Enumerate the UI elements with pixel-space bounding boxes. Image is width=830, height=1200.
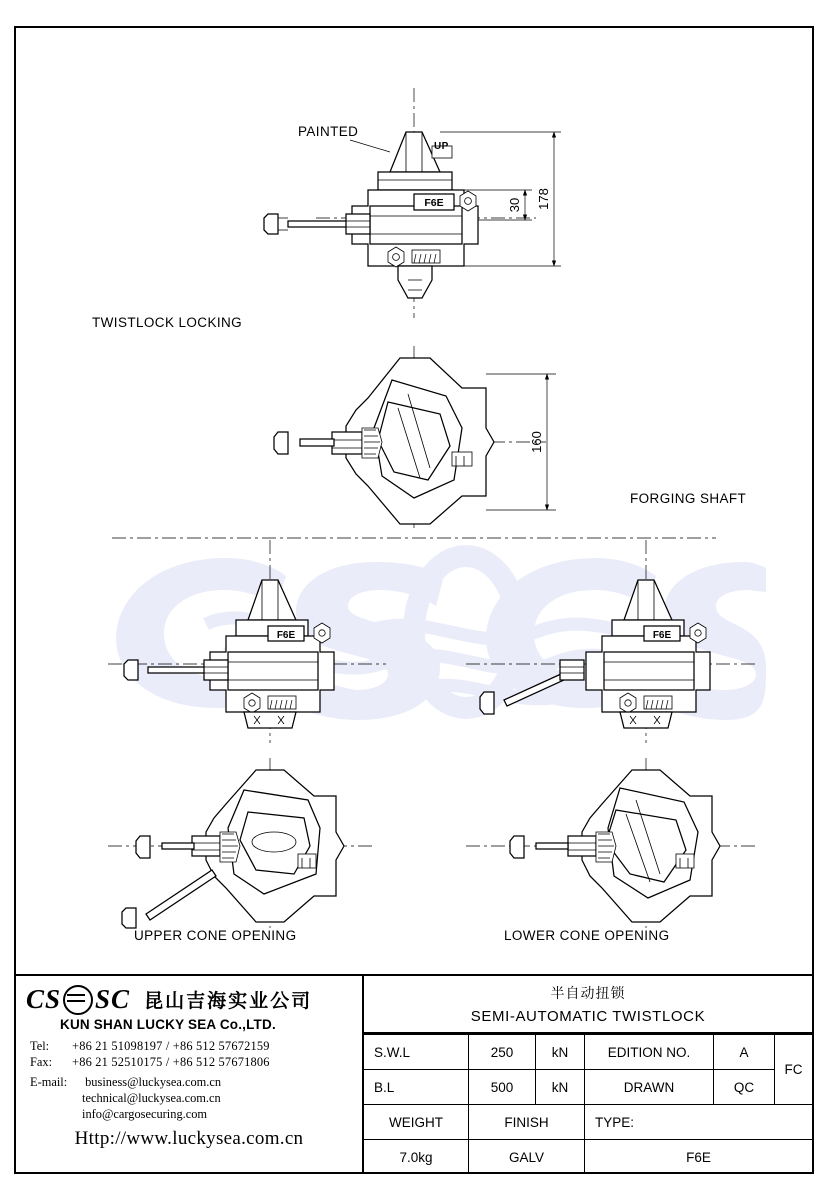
tel-value: +86 21 51098197 / +86 512 57672159	[72, 1039, 270, 1053]
bl-label: B.L	[364, 1070, 469, 1105]
table-row	[364, 1105, 812, 1140]
type-value: F6E	[585, 1140, 813, 1174]
label-up-marking: UP	[434, 141, 449, 152]
bl-unit: kN	[536, 1070, 585, 1105]
swl-value: 250	[469, 1035, 536, 1070]
title-block	[16, 974, 812, 1172]
fax-row	[30, 1054, 362, 1070]
globe-icon	[63, 985, 93, 1015]
fax-value: +86 21 52510175 / +86 512 57671806	[72, 1055, 270, 1069]
company-name-cn: 昆山吉海实业公司	[144, 990, 313, 1012]
svg-text:F6E: F6E	[424, 197, 444, 209]
edition-value: A	[714, 1035, 775, 1070]
weight-value: 7.0kg	[364, 1140, 469, 1174]
view-upper-plan	[108, 758, 376, 928]
drawing-frame	[14, 26, 814, 1174]
company-name-en: KUN SHAN LUCKY SEA Co.,LTD.	[60, 1017, 276, 1032]
product-name-cn: 半自动扭锁	[550, 986, 626, 1002]
spec-block	[364, 976, 812, 1172]
swl-label: S.W.L	[364, 1035, 469, 1070]
table-row	[364, 1140, 812, 1174]
view-forging-shaft	[274, 346, 556, 528]
email-row-1	[30, 1074, 362, 1090]
svg-text:F6E: F6E	[276, 630, 296, 641]
email-row-2	[30, 1090, 362, 1106]
label-painted: PAINTED	[298, 124, 359, 139]
product-title	[364, 976, 812, 1034]
fc-value: FC	[775, 1035, 813, 1105]
email-block	[16, 1074, 362, 1122]
view-upper-front	[108, 540, 386, 743]
svg-text:30: 30	[507, 197, 522, 213]
drawing-area	[16, 28, 812, 948]
view-lower-plan	[466, 758, 756, 928]
drawn-value: QC	[714, 1070, 775, 1105]
drawn-label: DRAWN	[585, 1070, 714, 1105]
svg-text:178: 178	[536, 188, 551, 210]
table-row	[364, 1070, 812, 1105]
csosc-logo: CS SC	[26, 984, 131, 1014]
edition-label: EDITION NO.	[585, 1035, 714, 1070]
table-row	[364, 1035, 812, 1070]
bl-value: 500	[469, 1070, 536, 1105]
contact-block	[16, 1032, 362, 1070]
view-twistlock-locking	[264, 88, 561, 318]
technical-drawing	[16, 28, 812, 948]
spec-table	[364, 1034, 812, 1174]
label-forging-shaft: FORGING SHAFT	[630, 491, 747, 506]
view-lower-front	[466, 540, 756, 743]
swl-unit: kN	[536, 1035, 585, 1070]
fax-label: Fax:	[30, 1055, 53, 1069]
email-1: business@luckysea.com.cn	[85, 1075, 222, 1089]
label-twistlock-locking: TWISTLOCK LOCKING	[92, 315, 243, 330]
company-block	[16, 976, 364, 1172]
company-logo-row	[16, 976, 362, 1015]
svg-text:F6E: F6E	[652, 630, 672, 641]
website: Http://www.luckysea.com.cn	[74, 1128, 304, 1149]
label-lower-cone-opening: LOWER CONE OPENING	[504, 928, 670, 943]
tel-row	[30, 1038, 362, 1054]
tel-label: Tel:	[30, 1039, 50, 1053]
email-row-3	[30, 1106, 362, 1122]
product-name-en: SEMI-AUTOMATIC TWISTLOCK	[470, 1008, 706, 1025]
email-label: E-mail:	[30, 1075, 68, 1089]
svg-text:160: 160	[529, 431, 544, 453]
label-upper-cone-opening: UPPER CONE OPENING	[134, 928, 297, 943]
weight-label: WEIGHT	[364, 1105, 469, 1140]
finish-value: GALV	[469, 1140, 585, 1174]
email-2: technical@luckysea.com.cn	[82, 1091, 221, 1105]
finish-label: FINISH	[469, 1105, 585, 1140]
spec-grid	[364, 1034, 812, 1174]
email-3: info@cargosecuring.com	[82, 1107, 208, 1121]
type-label: TYPE:	[585, 1105, 813, 1140]
